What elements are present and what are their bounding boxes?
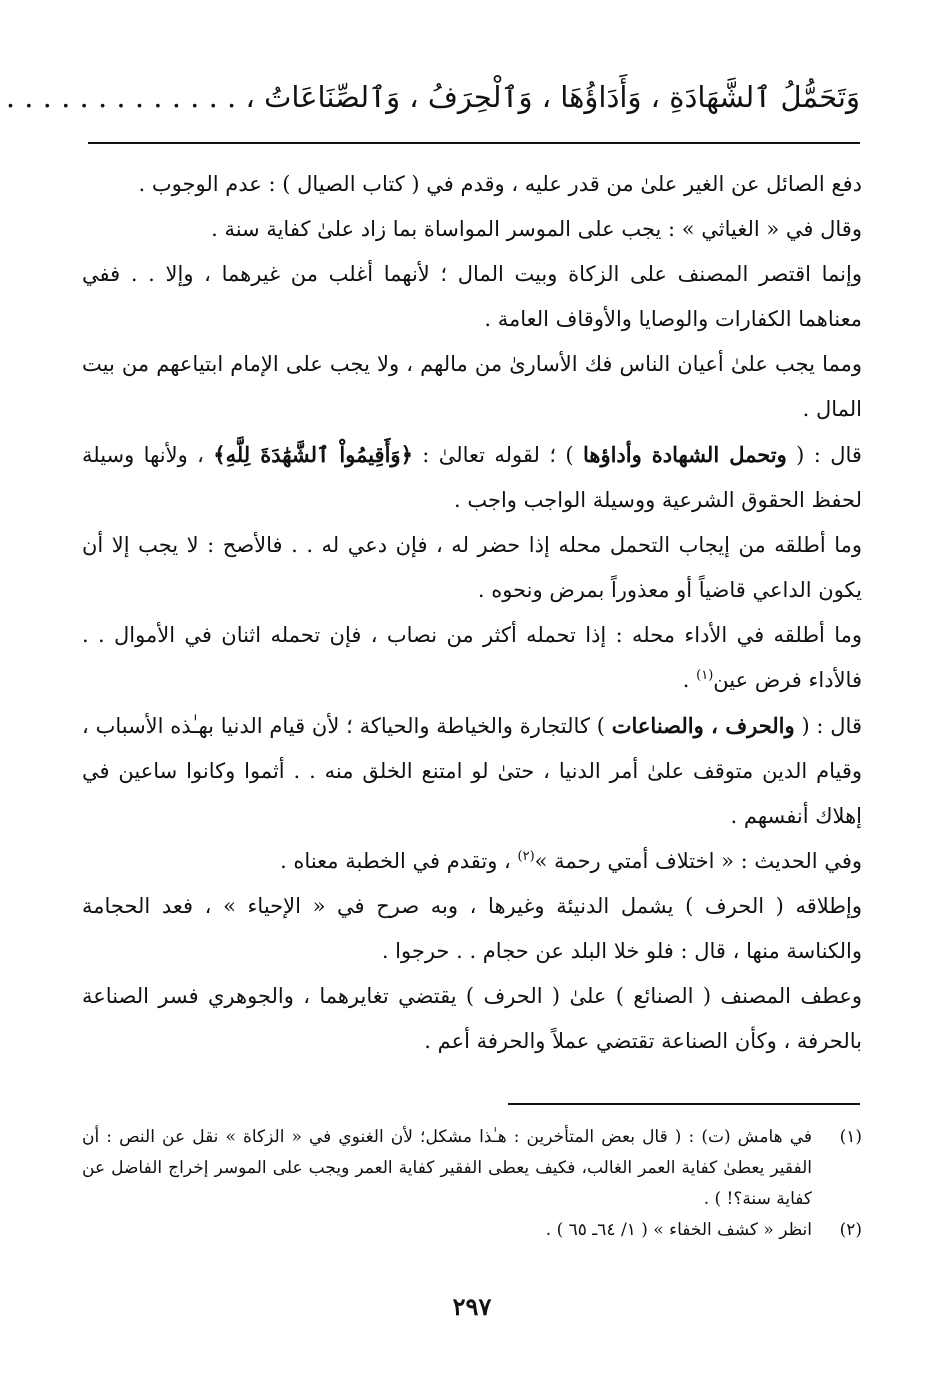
paragraph-text: ، ولأنها وسيلة لحفظ الحقوق الشرعية ووسيلة الواجب واجب . — [82, 443, 862, 512]
paragraph-text: وقال في « الغياثي » : يجب على الموسر المواساة بما زاد علىٰ كفاية سنة . — [211, 217, 862, 241]
matn-quote: وتحمل الشهادة وأداؤها — [582, 442, 787, 467]
paragraph-text: قال : ( — [796, 443, 862, 467]
header-text: وَتَحَمُّلُ ٱلشَّهَادَةِ ، وَأَدَاؤُهَا ، وَٱلْحِرَفُ ، وَٱلصِّنَاعَاتُ ، . . . . . . . . . . . . . — [5, 80, 860, 114]
paragraph — [82, 974, 862, 1064]
footnote-text: انظر « كشف الخفاء » ( ١/ ٦٤ـ ٦٥ ) . — [545, 1220, 812, 1240]
footnote-reference[interactable]: (١) — [696, 668, 714, 683]
footnote — [82, 1122, 862, 1215]
paragraph — [82, 207, 862, 252]
paragraph — [82, 252, 862, 342]
matn-quote: والحرف ، والصناعات — [611, 713, 795, 738]
paragraph — [82, 703, 862, 839]
footnotes — [82, 1122, 862, 1246]
paragraph-text: وفي الحديث : « اختلاف أمتي رحمة » — [534, 849, 862, 873]
paragraph-text: . — [682, 668, 690, 692]
paragraph-text: وإطلاقه ( الحرف ) يشمل الدنيئة وغيرها ، وبه صرح في « الإحياء » ، فعد الحجامة والكناسة منها ، قال : فلو خلا البلد عن حجام . . حرجوا . — [82, 894, 862, 963]
header-divider — [88, 142, 860, 144]
paragraph-text: ) ؛ لقوله تعالىٰ : — [422, 443, 574, 467]
quran-verse: ﴿وَأَقِيمُواْ ٱلشَّهَٰدَةَ لِلَّهِ﴾ — [213, 442, 413, 467]
paragraph-text: وعطف المصنف ( الصنائع ) علىٰ ( الحرف ) يقتضي تغايرهما ، والجوهري فسر الصناعة بالحرفة ، وكأن الصناعة تقتضي عملاً والحرفة أعم . — [82, 984, 862, 1053]
paragraph — [82, 839, 862, 884]
running-header — [5, 70, 860, 124]
paragraph — [82, 884, 862, 974]
paragraph-text: ) كالتجارة والخياطة والحياكة ؛ لأن قيام الدنيا بهـٰذه الأسباب ، وقيام الدين متوقف علىٰ أمر الدنيا ، حتىٰ لو امتنع الخلق منه . . أثموا وكانوا ساعين في إهلاك أنفسهم . — [82, 714, 862, 828]
paragraph-text: وما أطلقه من إيجاب التحمل محله إذا حضر له ، فإن دعي له . . فالأصح : لا يجب إلا أن يكون الداعي قاضياً أو معذوراً بمرض ونحوه . — [82, 533, 862, 602]
paragraph — [82, 432, 862, 523]
page-number: ٢٩٧ — [452, 1292, 492, 1321]
footnote — [82, 1215, 862, 1246]
paragraph — [82, 162, 862, 207]
paragraph — [82, 613, 862, 703]
paragraph-text: قال : ( — [801, 714, 862, 738]
footnote-number: (٢) — [839, 1220, 862, 1240]
paragraph — [82, 342, 862, 432]
paragraph-text: وإنما اقتصر المصنف على الزكاة وبيت المال ؛ لأنهما أغلب من غيرهما ، وإلا . . ففي معناهما الكفارات والوصايا والأوقاف العامة . — [82, 262, 862, 331]
footnote-reference[interactable]: (٢) — [517, 849, 535, 864]
footnote-text: في هامش (ت) : ( قال بعض المتأخرين : هـٰذا مشكل؛ لأن الغنوي في « الزكاة » نقل عن النص : أن الفقير يعطىٰ كفاية العمر الغالب، فكيف يعطى الفقير كفاية العمر ويجب على الموسر إخراج الفاضل عن كفاية سنة؟! ) . — [82, 1127, 812, 1209]
paragraph-text: وما أطلقه في الأداء محله : إذا تحمله أكثر من نصاب ، فإن تحمله اثنان في الأموال . . فالأداء فرض عين — [82, 623, 862, 692]
footnote-divider — [508, 1103, 860, 1105]
paragraph — [82, 523, 862, 613]
footnote-number: (١) — [839, 1127, 862, 1147]
paragraph-text: دفع الصائل عن الغير علىٰ من قدر عليه ، وقدم في ( كتاب الصيال ) : عدم الوجوب . — [138, 172, 862, 196]
paragraph-text: ومما يجب علىٰ أعيان الناس فك الأسارىٰ من مالهم ، ولا يجب على الإمام ابتياعهم من بيت المال . — [82, 352, 862, 421]
main-text — [82, 162, 862, 1064]
paragraph-text: ، وتقدم في الخطبة معناه . — [280, 849, 511, 873]
